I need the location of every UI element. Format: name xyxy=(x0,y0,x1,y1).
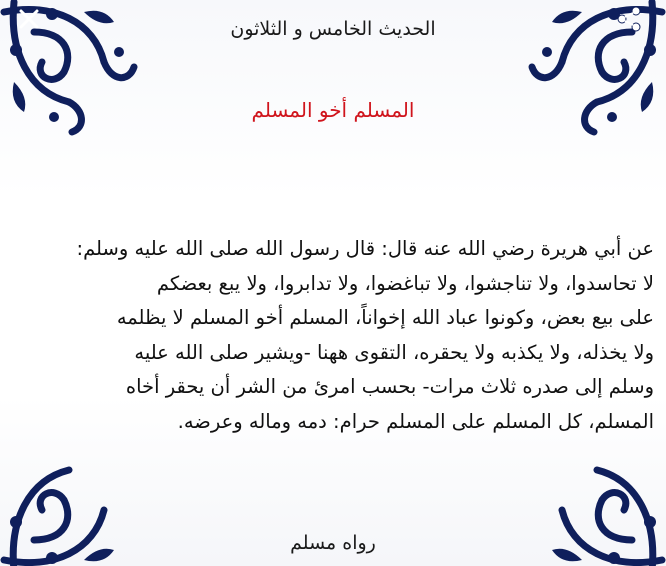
corner-ornament-bottom-right-icon xyxy=(522,430,666,566)
close-icon xyxy=(16,6,42,32)
hadith-line: لا تحاسدوا، ولا تناجشوا، ولا تباغضوا، ولا تدابروا، ولا يبع بعضكم xyxy=(156,271,654,295)
hadith-body xyxy=(12,232,654,439)
close-button[interactable] xyxy=(16,6,42,32)
corner-ornament-top-right-icon xyxy=(522,0,666,142)
hadith-line: ولا يخذله، ولا يكذبه ولا يحقره، التقوى ههنا -ويشير صلى الله عليه xyxy=(134,340,654,364)
hadith-line: على بيع بعض، وكونوا عباد الله إخواناً، المسلم أخو المسلم لا يظلمه xyxy=(116,306,654,329)
hadith-title: الحديث الخامس و الثلاثون xyxy=(230,18,436,40)
share-button[interactable] xyxy=(614,4,644,34)
hadith-subtitle: المسلم أخو المسلم xyxy=(251,98,415,122)
hadith-source: رواه مسلم xyxy=(290,532,376,554)
hadith-line: المسلم، كل المسلم على المسلم حرام: دمه وماله وعرضه. xyxy=(177,409,654,433)
corner-ornament-bottom-left-icon xyxy=(0,430,144,566)
hadith-line: وسلم إلى صدره ثلاث مرات- بحسب امرئ من الشر أن يحقر أخاه xyxy=(125,375,654,398)
hadith-line: عن أبي هريرة رضي الله عنه قال: قال رسول الله صلى الله عليه وسلم: xyxy=(76,237,654,260)
share-icon xyxy=(614,4,644,34)
